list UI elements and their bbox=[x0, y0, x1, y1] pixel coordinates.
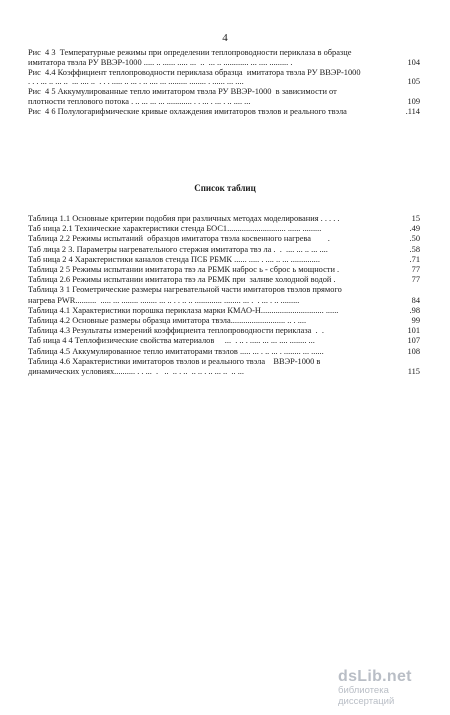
entry-page-number: 77 bbox=[411, 265, 420, 275]
figure-entry bbox=[28, 68, 420, 88]
table-entry bbox=[28, 214, 420, 224]
entry-text: Таб ница 2.1 Технические характеристики стенда БОС1............................ ...... ......... bbox=[28, 224, 322, 234]
entry-page-number: 104 bbox=[407, 57, 420, 67]
table-entry bbox=[28, 234, 420, 244]
table-entry bbox=[28, 255, 420, 265]
entry-page-number: .50 bbox=[409, 234, 420, 244]
table-entry bbox=[28, 326, 420, 336]
table-entry bbox=[28, 275, 420, 285]
entry-text: Таблица 2.2 Режимы испытаний образцов имитатора твэла косвенного нагрева . bbox=[28, 234, 330, 244]
entry-text: . . . ... .. ... .. ... .... .. . . . ..... .. ... . .. .... ... ......... ........ . ...... ... .... bbox=[28, 77, 244, 87]
entry-page-number: 77 bbox=[411, 275, 420, 285]
entry-text: Таблица 4.6 Характеристики имитаторов твэлов и реального твэла ВВЭР-1000 в bbox=[28, 356, 321, 366]
entry-page-number: .71 bbox=[409, 254, 420, 264]
entry-text: Таблица 2.6 Режимы испытании имитатора твэ ла РБМК при залнве холодной водой . bbox=[28, 275, 336, 285]
figure-entry bbox=[28, 48, 420, 68]
entry-text: имитатора твэла РУ ВВЭР-1000 ..... .. ...... ..... ... .. ... .. ............ ... .... ......... . bbox=[28, 57, 293, 67]
entry-page-number: 109 bbox=[407, 96, 420, 106]
entry-text: Рис 4 3 Температурные режимы при определении теплопроводности периклаза в образце bbox=[28, 48, 352, 57]
entry-page-number: 105 bbox=[407, 77, 420, 87]
table-entry bbox=[28, 336, 420, 346]
page-number: 4 bbox=[222, 32, 228, 44]
entry-text: Таблица 4.5 Аккумулированное тепло имитаторами твэлов ..... ... . .. ... . ........ ... ...... bbox=[28, 346, 324, 356]
table-entry bbox=[28, 306, 420, 316]
entry-page-number: .58 bbox=[409, 244, 420, 254]
table-entry bbox=[28, 245, 420, 255]
table-entry bbox=[28, 316, 420, 326]
watermark bbox=[338, 668, 442, 707]
entry-page-number: 107 bbox=[407, 336, 420, 346]
entry-text: Таблица 4.3 Результаты измерений коэффициента теплопроводности периклаза . . bbox=[28, 326, 324, 336]
entry-page-number: 108 bbox=[407, 346, 420, 356]
table-entry bbox=[28, 357, 420, 377]
entry-text: Таблица 4.1 Характеристики порошка периклаза марки КМАО-Н.............................. ...... bbox=[28, 305, 339, 315]
entry-page-number: 99 bbox=[411, 316, 420, 326]
table-entry bbox=[28, 224, 420, 234]
entry-page-number: 101 bbox=[407, 326, 420, 336]
entry-text: Таблица 2 5 Режимы испытании имитатора твэ ла РБМК наброс ь - сброс ь мощности . bbox=[28, 265, 340, 275]
entry-text: динамических условиях.......... . . ... . .. .. . .. .. .. . .. ... .. .. ... bbox=[28, 367, 244, 377]
entry-text: Рис 4.4 Коэффициент теплопроводности периклаза образца имитатора твэла РУ ВВЭР-1000 bbox=[28, 67, 361, 77]
entry-text: Таблица 4.2 Основные размеры образца имитатора твэла.......................... .. . .... bbox=[28, 316, 307, 326]
entry-page-number: .98 bbox=[409, 305, 420, 315]
entry-page-number: .49 bbox=[409, 224, 420, 234]
entry-page-number: .114 bbox=[405, 106, 420, 116]
entry-text: Рис 4 6 Полулогарифмические кривые охлаждения имитаторов твэлов и реального твэла bbox=[28, 106, 347, 116]
watermark-subtitle: библиотека диссертаций bbox=[338, 685, 395, 707]
entry-page-number: 15 bbox=[411, 214, 420, 223]
figure-entry bbox=[28, 107, 420, 117]
entry-text: Таблица 1.1 Основные критерии подобия при различных методах моделирования . . . . . bbox=[28, 214, 340, 223]
entry-text: плотности теплового потока . .. ... ... ... ............ . . ... . ... . .. .... ... bbox=[28, 96, 251, 106]
watermark-logo: dsLib.net bbox=[338, 668, 412, 685]
section-title: Список таблиц bbox=[194, 183, 256, 193]
entry-text: Рис 4 5 Аккумулированные тепло имитатором твэла РУ ВВЭР-1000 в зависимости от bbox=[28, 87, 337, 97]
entry-text: Таб лица 2 3. Параметры нагревательного стержня имитатора твэ ла . . .... ... .. ... .... bbox=[28, 244, 328, 254]
list-of-tables bbox=[28, 214, 420, 377]
table-entry bbox=[28, 347, 420, 357]
entry-page-number: 115 bbox=[407, 367, 420, 377]
entry-page-number: 84 bbox=[411, 295, 420, 305]
figure-entry bbox=[28, 87, 420, 107]
list-of-figures bbox=[28, 48, 420, 117]
entry-text: Таблица 3 1 Геометрические размеры нагревательной части имитаторов твэлов прямого bbox=[28, 285, 342, 295]
entry-text: Таб ница 2 4 Характеристики каналов стенда ПСБ РБМК ...... ..... . .... .. ... .............. bbox=[28, 254, 320, 264]
table-entry bbox=[28, 265, 420, 275]
table-entry bbox=[28, 285, 420, 305]
entry-text: Таб ница 4 4 Теплофизические свойства материалов ... . .. . ..... ... ... .... ........ ... bbox=[28, 336, 315, 346]
entry-text: нагрева PWR.......... ..... ... ........ ........ ... .. . . .. .. ............. ........ ... . . ... . .. ......... bbox=[28, 295, 300, 305]
